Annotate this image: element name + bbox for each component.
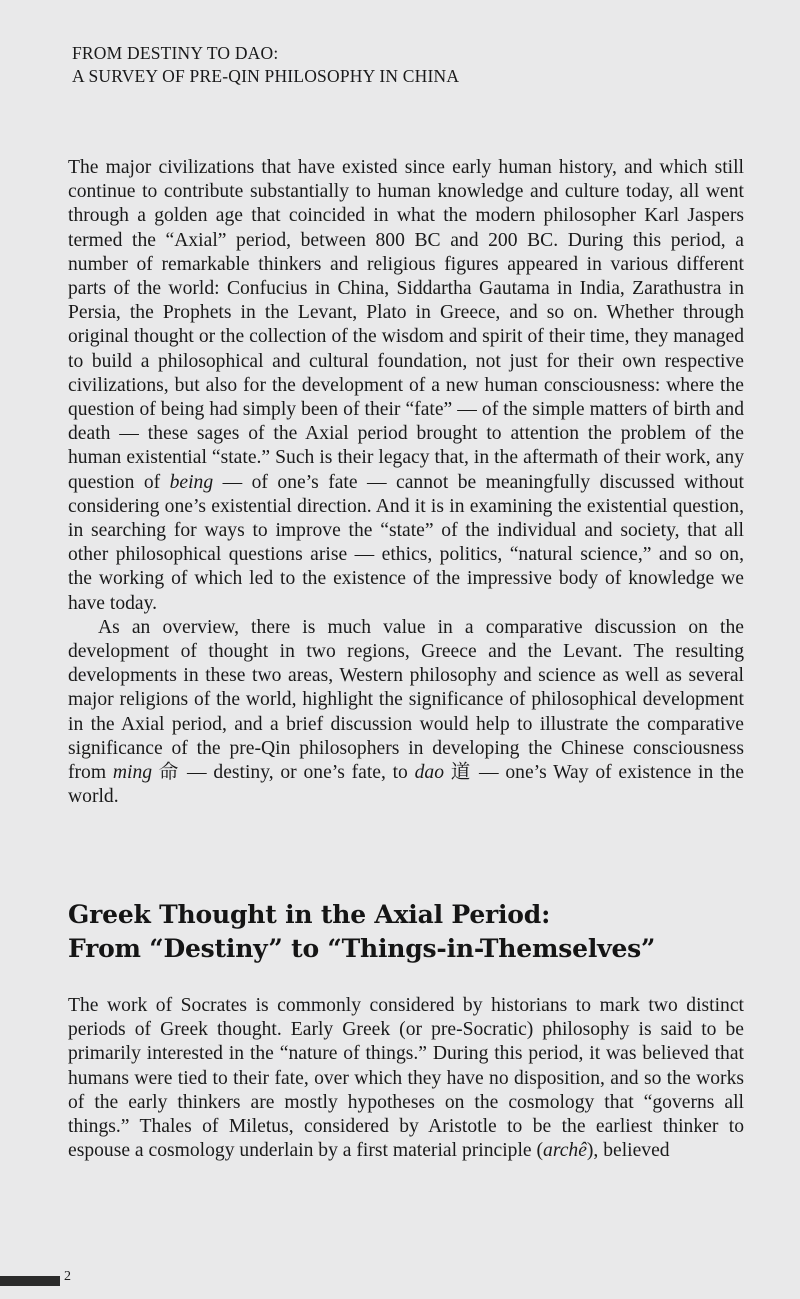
running-head-line-1: FROM DESTINY TO DAO: <box>72 43 279 63</box>
intro-p2-text-c: — one’s Way of existence in the world. <box>68 762 744 808</box>
running-head <box>72 42 752 88</box>
section-heading-line-1: Greek Thought in the Axial Period: <box>68 900 551 929</box>
section-paragraph-1 <box>68 994 744 1163</box>
intro-text <box>68 156 744 809</box>
section-heading-line-2: From “Destiny” to “Things-in-Themselves” <box>68 934 656 963</box>
page-edge-tab <box>0 1276 60 1286</box>
section-p1-italic-arche: archê <box>543 1140 587 1162</box>
intro-p1-italic-being: being <box>169 471 214 493</box>
intro-p2-italic-ming: ming <box>112 762 153 784</box>
section-p1-text-b: ), believed <box>586 1140 670 1162</box>
intro-p2-italic-dao: dao <box>414 762 445 784</box>
running-head-line-2: A SURVEY OF PRE-QIN PHILOSOPHY IN CHINA <box>72 66 460 86</box>
section-p1-text-a: The work of Socrates is commonly considered by historians to mark two distinct periods of Greek thought. Early Greek (or pre-Socratic) philosophy is said to be primarily interested in the “nature of things.” During this period, it was believed that humans were tied to their fate, over which they have no disposition, and so the works of the early thinkers are mostly hypotheses on the cosmology that “governs all things.” Thales of Miletus, considered by Aristotle to be the earliest thinker to espouse a cosmology underlain by a first material principle ( <box>68 995 744 1162</box>
section-text <box>68 994 744 1163</box>
intro-p2-text-a: As an overview, there is much value in a comparative discussion on the development of thought in two regions, Greece and the Levant. The resulting developments in these two areas, Western philosophy and science as well as several major religions of the world, highlight the significance of philosophical development in the Axial period, and a brief discussion would help to illustrate the comparative significance of the pre-Qin philosophers in developing the Chinese consciousness from <box>68 616 744 784</box>
intro-p2-text-b: — destiny, or one’s fate, to <box>180 762 415 784</box>
intro-paragraph-1 <box>68 156 744 616</box>
intro-paragraph-2 <box>68 616 744 810</box>
intro-p2-ming-character: 命 <box>152 762 181 784</box>
intro-p1-text-a: The major civilizations that have existed since early human history, and which still continue to contribute substantially to human knowledge and culture today, all went through a golden age that coincided in what the modern philosopher Karl Jaspers termed the “Axial” period, between 800 BC and 200 BC. During this period, a number of remarkable thinkers and religious figures appeared in various different parts of the world: Confucius in China, Siddartha Gautama in India, Zarathustra in Persia, the Prophets in the Levant, Plato in Greece, and so on. Whether through original thought or the collection of the wisdom and spirit of their time, they managed to build a philosophical and cultural foundation, not just for their own respective civilizations, but also for the development of a new human consciousness: where the question of being had simply been of their “fate” — of the simple matters of birth and death — these sages of the Axial period brought to attention the problem of the human existential “state.” Such is their legacy that, in the aftermath of their work, any question of <box>68 157 744 493</box>
page-number: 2 <box>64 1269 71 1284</box>
intro-p1-text-b: — of one’s fate — cannot be meaningfully discussed without considering one’s existential direction. And it is in examining the existential question, in searching for ways to improve the “state” of the individual and society, that all other philosophical questions arise — ethics, politics, “natural science,” and so on, the working of which led to the existence of the impressive body of knowledge we have today. <box>68 471 744 614</box>
intro-p2-dao-character: 道 <box>444 762 473 784</box>
section-heading <box>68 898 758 966</box>
